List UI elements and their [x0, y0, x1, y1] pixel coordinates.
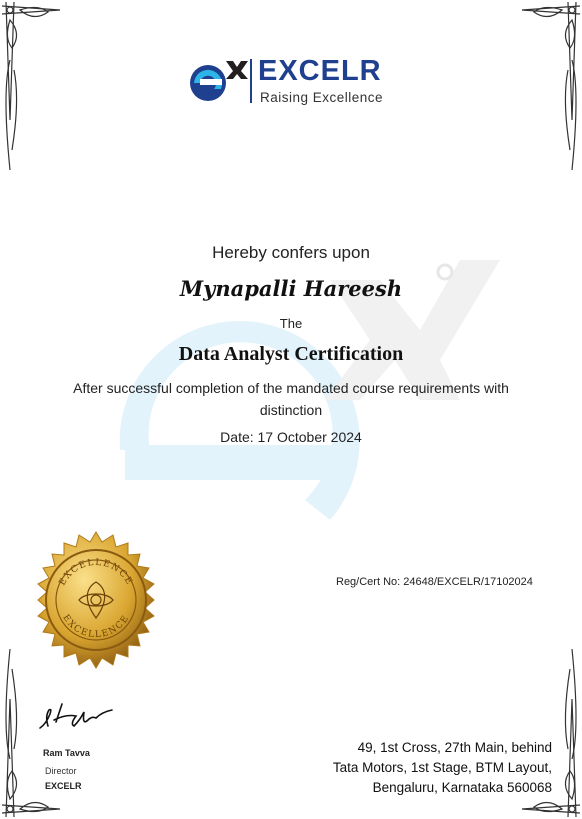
the-text: The	[279, 316, 303, 331]
confers-text: Hereby confers upon	[212, 243, 370, 262]
logo-divider	[250, 59, 252, 103]
excelr-logo	[188, 53, 398, 109]
corner-ornament-top-right	[512, 0, 582, 180]
address-line: Tata Motors, 1st Stage, BTM Layout,	[332, 760, 552, 775]
seal-label-top: EXCELLENCE	[57, 557, 135, 588]
address-line: 49, 1st Cross, 27th Main, behind	[357, 740, 552, 755]
reg-cert-number: Reg/Cert No: 24648/EXCELR/17102024	[336, 576, 533, 588]
completion-text: After successful completion of the mandated course requirements with distinction	[73, 380, 509, 418]
issue-date: Date: 17 October 2024	[220, 429, 362, 445]
signatory-name: Ram Tavva	[43, 748, 90, 758]
excellence-gold-seal	[21, 530, 171, 674]
brand-name: EXCELR	[258, 55, 382, 87]
signatory-role: Director	[45, 766, 77, 776]
director-signature	[36, 698, 118, 734]
recipient-name: Mynapalli Hareesh	[179, 276, 403, 301]
address-line: Bengaluru, Karnataka 560068	[372, 780, 552, 795]
signatory-org: EXCELR	[45, 781, 82, 791]
corner-ornament-top-left	[0, 0, 70, 180]
company-address	[292, 738, 552, 798]
excelr-logo-mark-icon	[188, 57, 252, 105]
brand-tagline: Raising Excellence	[260, 90, 384, 105]
course-title: Data Analyst Certification	[178, 343, 404, 365]
seal-label-bottom: EXCELLENCE	[60, 613, 132, 641]
